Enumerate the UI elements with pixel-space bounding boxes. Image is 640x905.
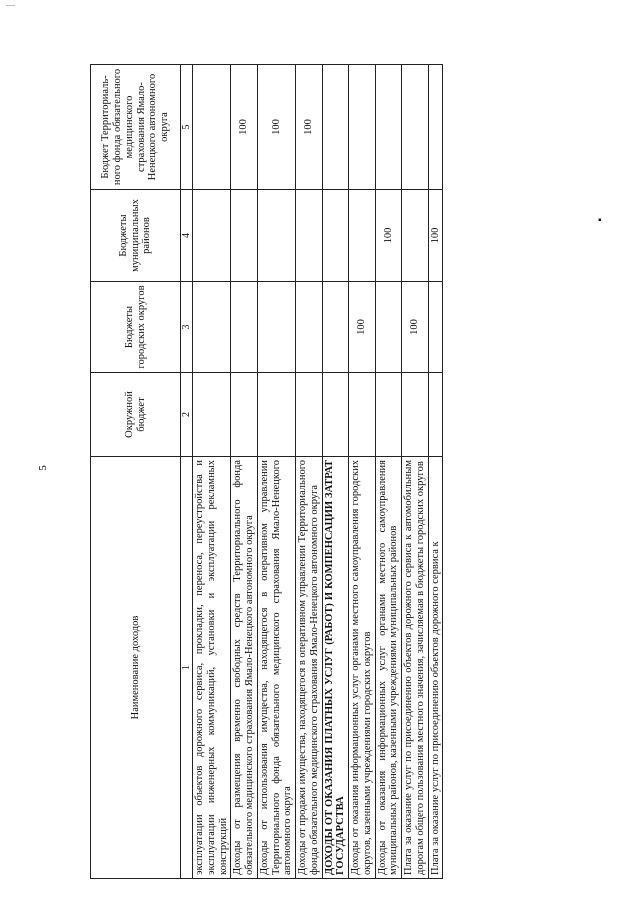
municipal-budget-cell — [402, 190, 429, 282]
header-district-budget: Окружной бюджет — [91, 373, 181, 457]
column-number: 5 — [181, 65, 193, 190]
city-budget-cell: 100 — [402, 282, 429, 373]
table-row — [322, 65, 349, 879]
fund-budget-cell: 100 — [257, 65, 295, 190]
income-name-cell: Доходы от продажи имущества, находящегося в оперативном управлении Территориального фонда обязательного медицинского страхования Ямало-Ненецкого автономного округа — [296, 457, 323, 879]
fund-budget-cell — [193, 65, 231, 190]
table-row — [402, 65, 429, 879]
income-name-cell: Доходы от оказания информационных услуг органами местного самоуправления городских округов, казенными учреждениями городских округов — [349, 457, 376, 879]
municipal-budget-cell — [296, 190, 323, 282]
header-city-budgets: Бюджеты городских округов — [91, 282, 181, 373]
income-name-cell: Доходы от оказания информационных услуг органами местного самоуправления муниципальных районов, казенными учреждениями муниципальных районов — [375, 457, 402, 879]
page-number: 5 — [36, 465, 49, 471]
district-budget-cell — [193, 373, 231, 457]
city-budget-cell: 100 — [349, 282, 376, 373]
municipal-budget-cell — [349, 190, 376, 282]
district-budget-cell — [349, 373, 376, 457]
municipal-budget-cell — [257, 190, 295, 282]
fund-budget-cell — [322, 65, 349, 190]
rotated-table-container — [90, 65, 596, 879]
income-name-cell: Плата за оказание услуг по присоединению объектов дорожного сервиса к — [428, 457, 443, 879]
city-budget-cell — [257, 282, 295, 373]
fund-budget-cell — [402, 65, 429, 190]
income-distribution-table — [90, 64, 443, 879]
district-budget-cell — [428, 373, 443, 457]
district-budget-cell — [322, 373, 349, 457]
fund-budget-cell: 100 — [296, 65, 323, 190]
city-budget-cell — [193, 282, 231, 373]
table-row — [231, 65, 258, 879]
table-row — [193, 65, 231, 879]
income-name-cell: Доходы от использования имущества, находящегося в оперативном управлении Территориального фонда обязательного медицинского страхования Ямало-Ненецкого автономного округа — [257, 457, 295, 879]
income-name-cell: ДОХОДЫ ОТ ОКАЗАНИЯ ПЛАТНЫХ УСЛУГ (РАБОТ) И КОМПЕНСАЦИИ ЗАТРАТ ГОСУДАРСТВА — [322, 457, 349, 879]
district-budget-cell — [257, 373, 295, 457]
table-row — [296, 65, 323, 879]
table-row — [428, 65, 443, 879]
city-budget-cell — [428, 282, 443, 373]
income-name-cell: Плата за оказание услуг по присоединению объектов дорожного сервиса к автомобильным дорогам общего пользования местного значения, зачисляемая в бюджеты городских округов — [402, 457, 429, 879]
district-budget-cell — [402, 373, 429, 457]
header-municipal-budgets: Бюджеты муниципальных районов — [91, 190, 181, 282]
district-budget-cell — [231, 373, 258, 457]
header-income-name: Наименование доходов — [91, 457, 181, 879]
city-budget-cell — [231, 282, 258, 373]
fund-budget-cell — [375, 65, 402, 190]
column-number: 1 — [181, 457, 193, 879]
income-name-cell: эксплуатации объектов дорожного сервиса, прокладки, переноса, переустройства и эксплуатации инженерных коммуникаций, установки и эксплуатации рекламных конструкций — [193, 457, 231, 879]
header-fund-budget: Бюджет Территориаль-ного фонда обязательного медицинского страхования Ямало-Ненецкого автономного округа — [91, 65, 181, 190]
municipal-budget-cell — [231, 190, 258, 282]
table-row — [257, 65, 295, 879]
municipal-budget-cell: 100 — [428, 190, 443, 282]
income-name-cell: Доходы от размещения временно свободных средств Территориального фонда обязательного медицинского страхования Ямало-Ненецкого автономного округа — [231, 457, 258, 879]
table-row — [375, 65, 402, 879]
district-budget-cell — [296, 373, 323, 457]
column-number-row — [181, 65, 193, 879]
column-number: 3 — [181, 282, 193, 373]
table-header-row — [91, 65, 181, 879]
municipal-budget-cell — [322, 190, 349, 282]
city-budget-cell — [375, 282, 402, 373]
column-number: 2 — [181, 373, 193, 457]
corner-mark: — — [6, 0, 15, 10]
fund-budget-cell — [349, 65, 376, 190]
table-row — [349, 65, 376, 879]
column-number: 4 — [181, 190, 193, 282]
city-budget-cell — [322, 282, 349, 373]
municipal-budget-cell — [193, 190, 231, 282]
margin-mark: ▪ — [598, 215, 602, 226]
municipal-budget-cell: 100 — [375, 190, 402, 282]
table-body — [193, 65, 443, 879]
fund-budget-cell: 100 — [231, 65, 258, 190]
fund-budget-cell — [428, 65, 443, 190]
city-budget-cell — [296, 282, 323, 373]
district-budget-cell — [375, 373, 402, 457]
